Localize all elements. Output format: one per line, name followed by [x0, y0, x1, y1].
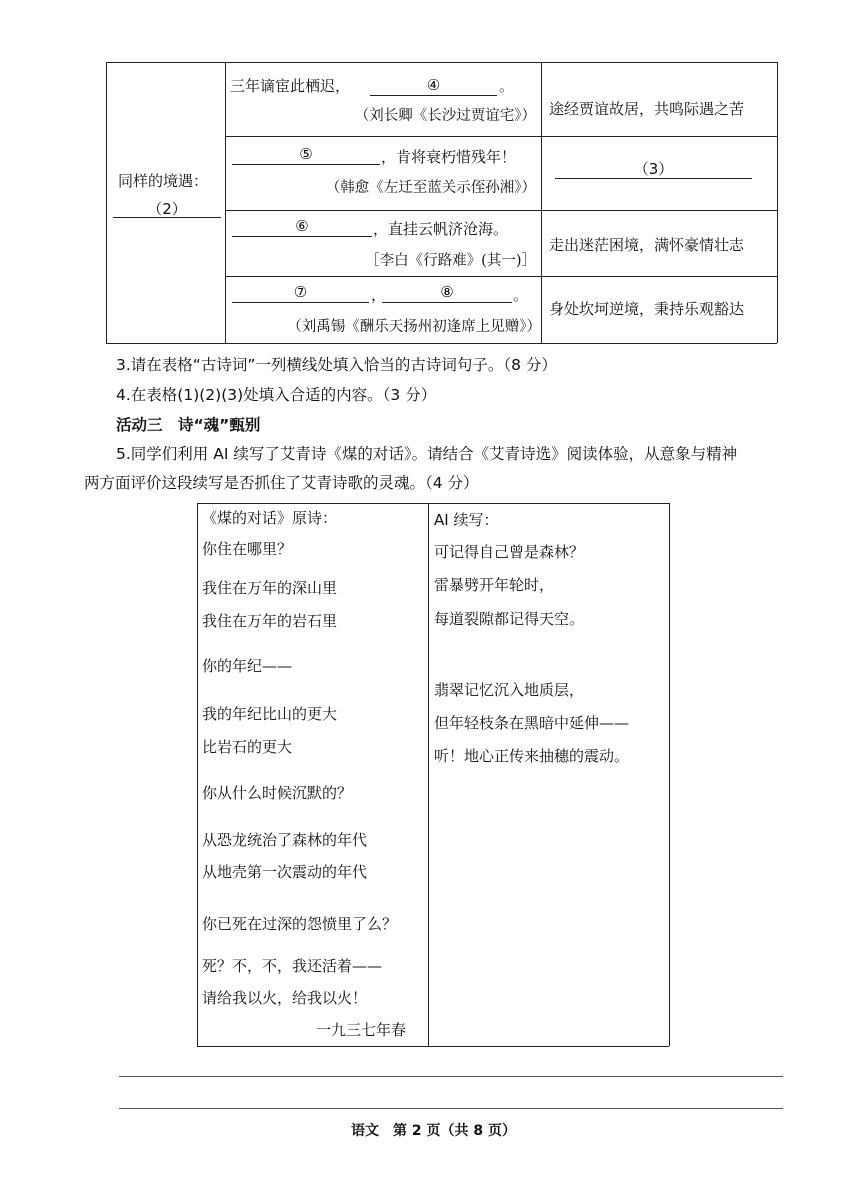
category-label: 同样的境遇： [118, 172, 209, 190]
poem-line: 从地壳第一次震动的年代 [202, 863, 368, 881]
ai-poem-line: 雷暴劈开年轮时， [434, 576, 555, 594]
table-border-right [777, 62, 778, 343]
question-4: 4.在表格(1)(2)(3)处填入合适的内容。（3 分） [116, 386, 437, 404]
ai-poem-line: 听！地心正传来抽穗的震动。 [434, 747, 630, 765]
ai-poem-line: 可记得自己曾是森林？ [434, 543, 585, 561]
poem-line: 我住在万年的深山里 [202, 579, 338, 597]
answer-blank-number: ④ [426, 76, 441, 94]
verse-source: （刘长卿《长沙过贾谊宅》） [354, 108, 536, 124]
answer-blank-number: ⑥ [295, 217, 309, 235]
verse-after: 。 [513, 286, 529, 304]
poem-line: 你的年纪—— [202, 657, 293, 675]
verse-source: （刘禹锡《酬乐天扬州初逢席上见赠》） [287, 319, 541, 335]
verse-after: ，直挂云帆济沧海。 [373, 220, 509, 238]
table-border-left [106, 62, 107, 343]
meaning-blank: （3） [633, 160, 674, 178]
answer-blank-number: ⑦ [293, 283, 308, 301]
poem-table-border-bottom [197, 1046, 669, 1047]
answer-blank-number: ⑤ [299, 145, 313, 163]
row-divider [225, 136, 777, 137]
poem-line: 我住在万年的岩石里 [202, 612, 338, 630]
answer-blank-number: ⑧ [440, 283, 454, 301]
answer-blank-line [370, 95, 497, 96]
original-poem-header: 《煤的对话》原诗： [202, 509, 338, 527]
poem-line: 比岩石的更大 [202, 738, 293, 756]
poem-table-divider [428, 503, 429, 1046]
verse-separator: ， [371, 286, 387, 304]
verse-after: 。 [499, 77, 515, 95]
answer-line [119, 1076, 783, 1077]
poem-line: 请给我以火，给我以火！ [202, 989, 368, 1007]
meaning-blank-line [555, 178, 752, 179]
category-blank: （2） [147, 200, 187, 218]
activity-3-heading: 活动三 诗“魂”甄别 [116, 416, 261, 434]
question-3: 3.请在表格“古诗词”一列横线处填入恰当的古诗词句子。（8 分） [116, 356, 557, 374]
answer-line [119, 1108, 783, 1109]
poem-line: 你已死在过深的怨愤里了么？ [202, 915, 398, 933]
verse-before: 三年谪宦此栖迟， [230, 77, 351, 95]
ai-continuation-header: AI 续写： [434, 511, 499, 529]
meaning-text: 途经贾谊故居，共鸣际遇之苦 [549, 100, 745, 118]
poem-date: 一九三七年春 [316, 1021, 407, 1039]
answer-blank-line [232, 164, 380, 165]
poem-line: 我的年纪比山的更大 [202, 705, 338, 723]
page-footer: 语文 第 2 页（共 8 页） [351, 1123, 516, 1139]
poem-line: 死？不，不，我还活着—— [202, 957, 383, 975]
poem-line: 你住在哪里？ [202, 540, 293, 558]
table-divider-2 [541, 62, 542, 343]
poem-line: 从恐龙统治了森林的年代 [202, 831, 368, 849]
meaning-text: 身处坎坷逆境，秉持乐观豁达 [549, 300, 745, 318]
poem-line: 你从什么时候沉默的？ [202, 784, 353, 802]
row-divider [225, 276, 777, 277]
ai-poem-line: 每道裂隙都记得天空。 [434, 610, 585, 628]
table-border-bottom [106, 343, 777, 344]
ai-poem-line: 翡翠记忆沉入地质层， [434, 681, 585, 699]
verse-source: （韩愈《左迁至蓝关示侄孙湘》） [325, 180, 536, 196]
table-border-top [106, 62, 777, 63]
table-divider-1 [225, 62, 226, 343]
verse-source: ［李白《行路难》(其一)］ [365, 253, 536, 269]
poem-table-border-left [197, 503, 198, 1046]
answer-blank-line [232, 302, 369, 303]
meaning-text: 走出迷茫困境，满怀豪情壮志 [549, 236, 745, 254]
poem-table-border-top [197, 503, 669, 504]
row-divider [225, 210, 777, 211]
answer-blank-line [232, 236, 372, 237]
verse-after: ，肯将衰朽惜残年！ [381, 148, 517, 166]
question-5-line-1: 5.同学们利用 AI 续写了艾青诗《煤的对话》。请结合《艾青诗选》阅读体验，从意象与精神 [116, 445, 738, 463]
poem-table-border-right [669, 503, 670, 1046]
answer-blank-line [382, 302, 512, 303]
ai-poem-line: 但年轻枝条在黑暗中延伸—— [434, 714, 630, 732]
question-5-line-2: 两方面评价这段续写是否抓住了艾青诗歌的灵魂。（4 分） [84, 474, 479, 492]
